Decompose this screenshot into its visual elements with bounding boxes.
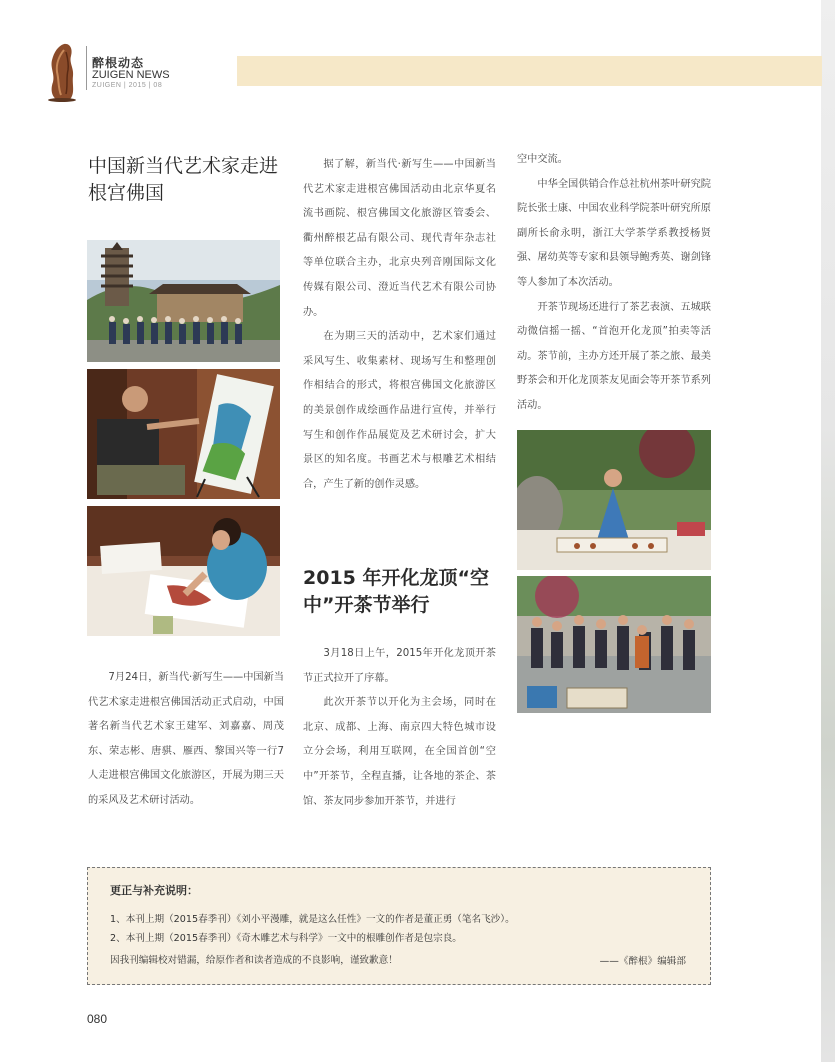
- tea-festival-crowd-photo: [517, 576, 711, 713]
- correction-line-1: 1、本刊上期（2015春季刊）《刘小平漫雕，就是这么任性》一文的作者是董正勇（笔名飞沙）。: [110, 914, 515, 925]
- group-photo-temple: [87, 240, 280, 362]
- header-divider: [86, 46, 87, 90]
- article1-paragraph-3: 在为期三天的活动中，艺术家们通过采风写生、收集素材、现场写生和整理创作相结合的形式，将根宫佛国文化旅游区的美景创作成绘画作品进行宣传，并举行写生和创作作品展览及艺术研讨会，扩大景区的知名度。书画艺术与根雕艺术相结合，产生了新的创作灵感。: [303, 331, 496, 490]
- article2-title: 2015 年开化龙顶“空中”开茶节举行: [303, 567, 489, 616]
- page-edge-strip: [821, 0, 835, 1062]
- article1-paragraph-2: 据了解，新当代·新写生——中国新当代艺术家走进根宫佛国活动由北京华夏名流书画院、根宫佛国文化旅游区管委会、衢州醉根艺品有限公司、现代青年杂志社等单位联合主办，北京央列音刚国际文化传媒有限公司、澄近当代艺术有限公司协办。: [303, 159, 496, 318]
- article1-title: 中国新当代艺术家走进根宫佛国: [88, 155, 279, 204]
- article1-lead-column: [88, 666, 284, 814]
- article2-column-1: [303, 642, 496, 814]
- painter-photo: [87, 369, 280, 499]
- correction-notice-box: [87, 867, 711, 985]
- header-color-bar: [237, 56, 822, 86]
- correction-line-2: 2、本刊上期（2015春季刊）《奇木雕艺术与科学》一文中的根雕创作者是包宗良。: [110, 933, 462, 944]
- tea-ceremony-photo: [517, 430, 711, 570]
- root-sculpture-logo: [44, 40, 80, 102]
- article2-column-2: [517, 148, 711, 419]
- article2-paragraph-2: 此次开茶节以开化为主会场，同时在北京、成都、上海、南京四大特色城市设立分会场，利用互联网，在全国首创“空中”开茶节，全程直播，让各地的茶企、茶馆、茶友同步参加开茶节，并进行: [303, 697, 496, 807]
- issue-label: ZUIGEN | 2015 | 08: [92, 82, 163, 89]
- article2-paragraph-3: 中华全国供销合作总社杭州茶叶研究院院长张士康、中国农业科学院茶叶研究所原副所长俞永明，浙江大学茶学系教授杨贤强、屠幼英等专家和县领导鲍秀英、谢剑锋等人参加了本次活动。: [517, 178, 711, 288]
- article1-paragraph-1: 7月24日，新当代·新写生——中国新当代艺术家走进根宫佛国活动正式启动，中国著名新当代艺术家王建军、刘嘉嘉、周茂东、荣志彬、唐骐、雁西、黎国兴等一行7人走进根宫佛国文化旅游区，开展为期三天的采风及艺术研讨活动。: [88, 672, 284, 806]
- correction-notice-title: 更正与补充说明：: [110, 884, 198, 897]
- section-title: 醉根动态: [92, 56, 145, 70]
- editorial-signature: ——《醉根》编辑部: [599, 956, 686, 967]
- article2-paragraph-4: 开茶节现场还进行了茶艺表演、五城联动微信摇一摇、“首泡开化龙顶”拍卖等活动。茶节前，主办方还开展了茶之旅、最美野茶会和开化龙顶茶友见面会等开茶节系列活动。: [517, 301, 711, 411]
- article2-paragraph-continued: 空中交流。: [517, 154, 568, 165]
- apology-line: 因我刊编辑校对错漏，给原作者和读者造成的不良影响，谨致歉意！: [110, 955, 398, 966]
- article1-continued-column: [303, 153, 496, 497]
- page-number: 080: [87, 1012, 108, 1026]
- article2-paragraph-1: 3月18日上午，2015年开化龙顶开茶节正式拉开了序幕。: [303, 648, 496, 684]
- section-title-english: ZUIGEN NEWS: [92, 69, 170, 81]
- artist-drawing-photo: [87, 506, 280, 636]
